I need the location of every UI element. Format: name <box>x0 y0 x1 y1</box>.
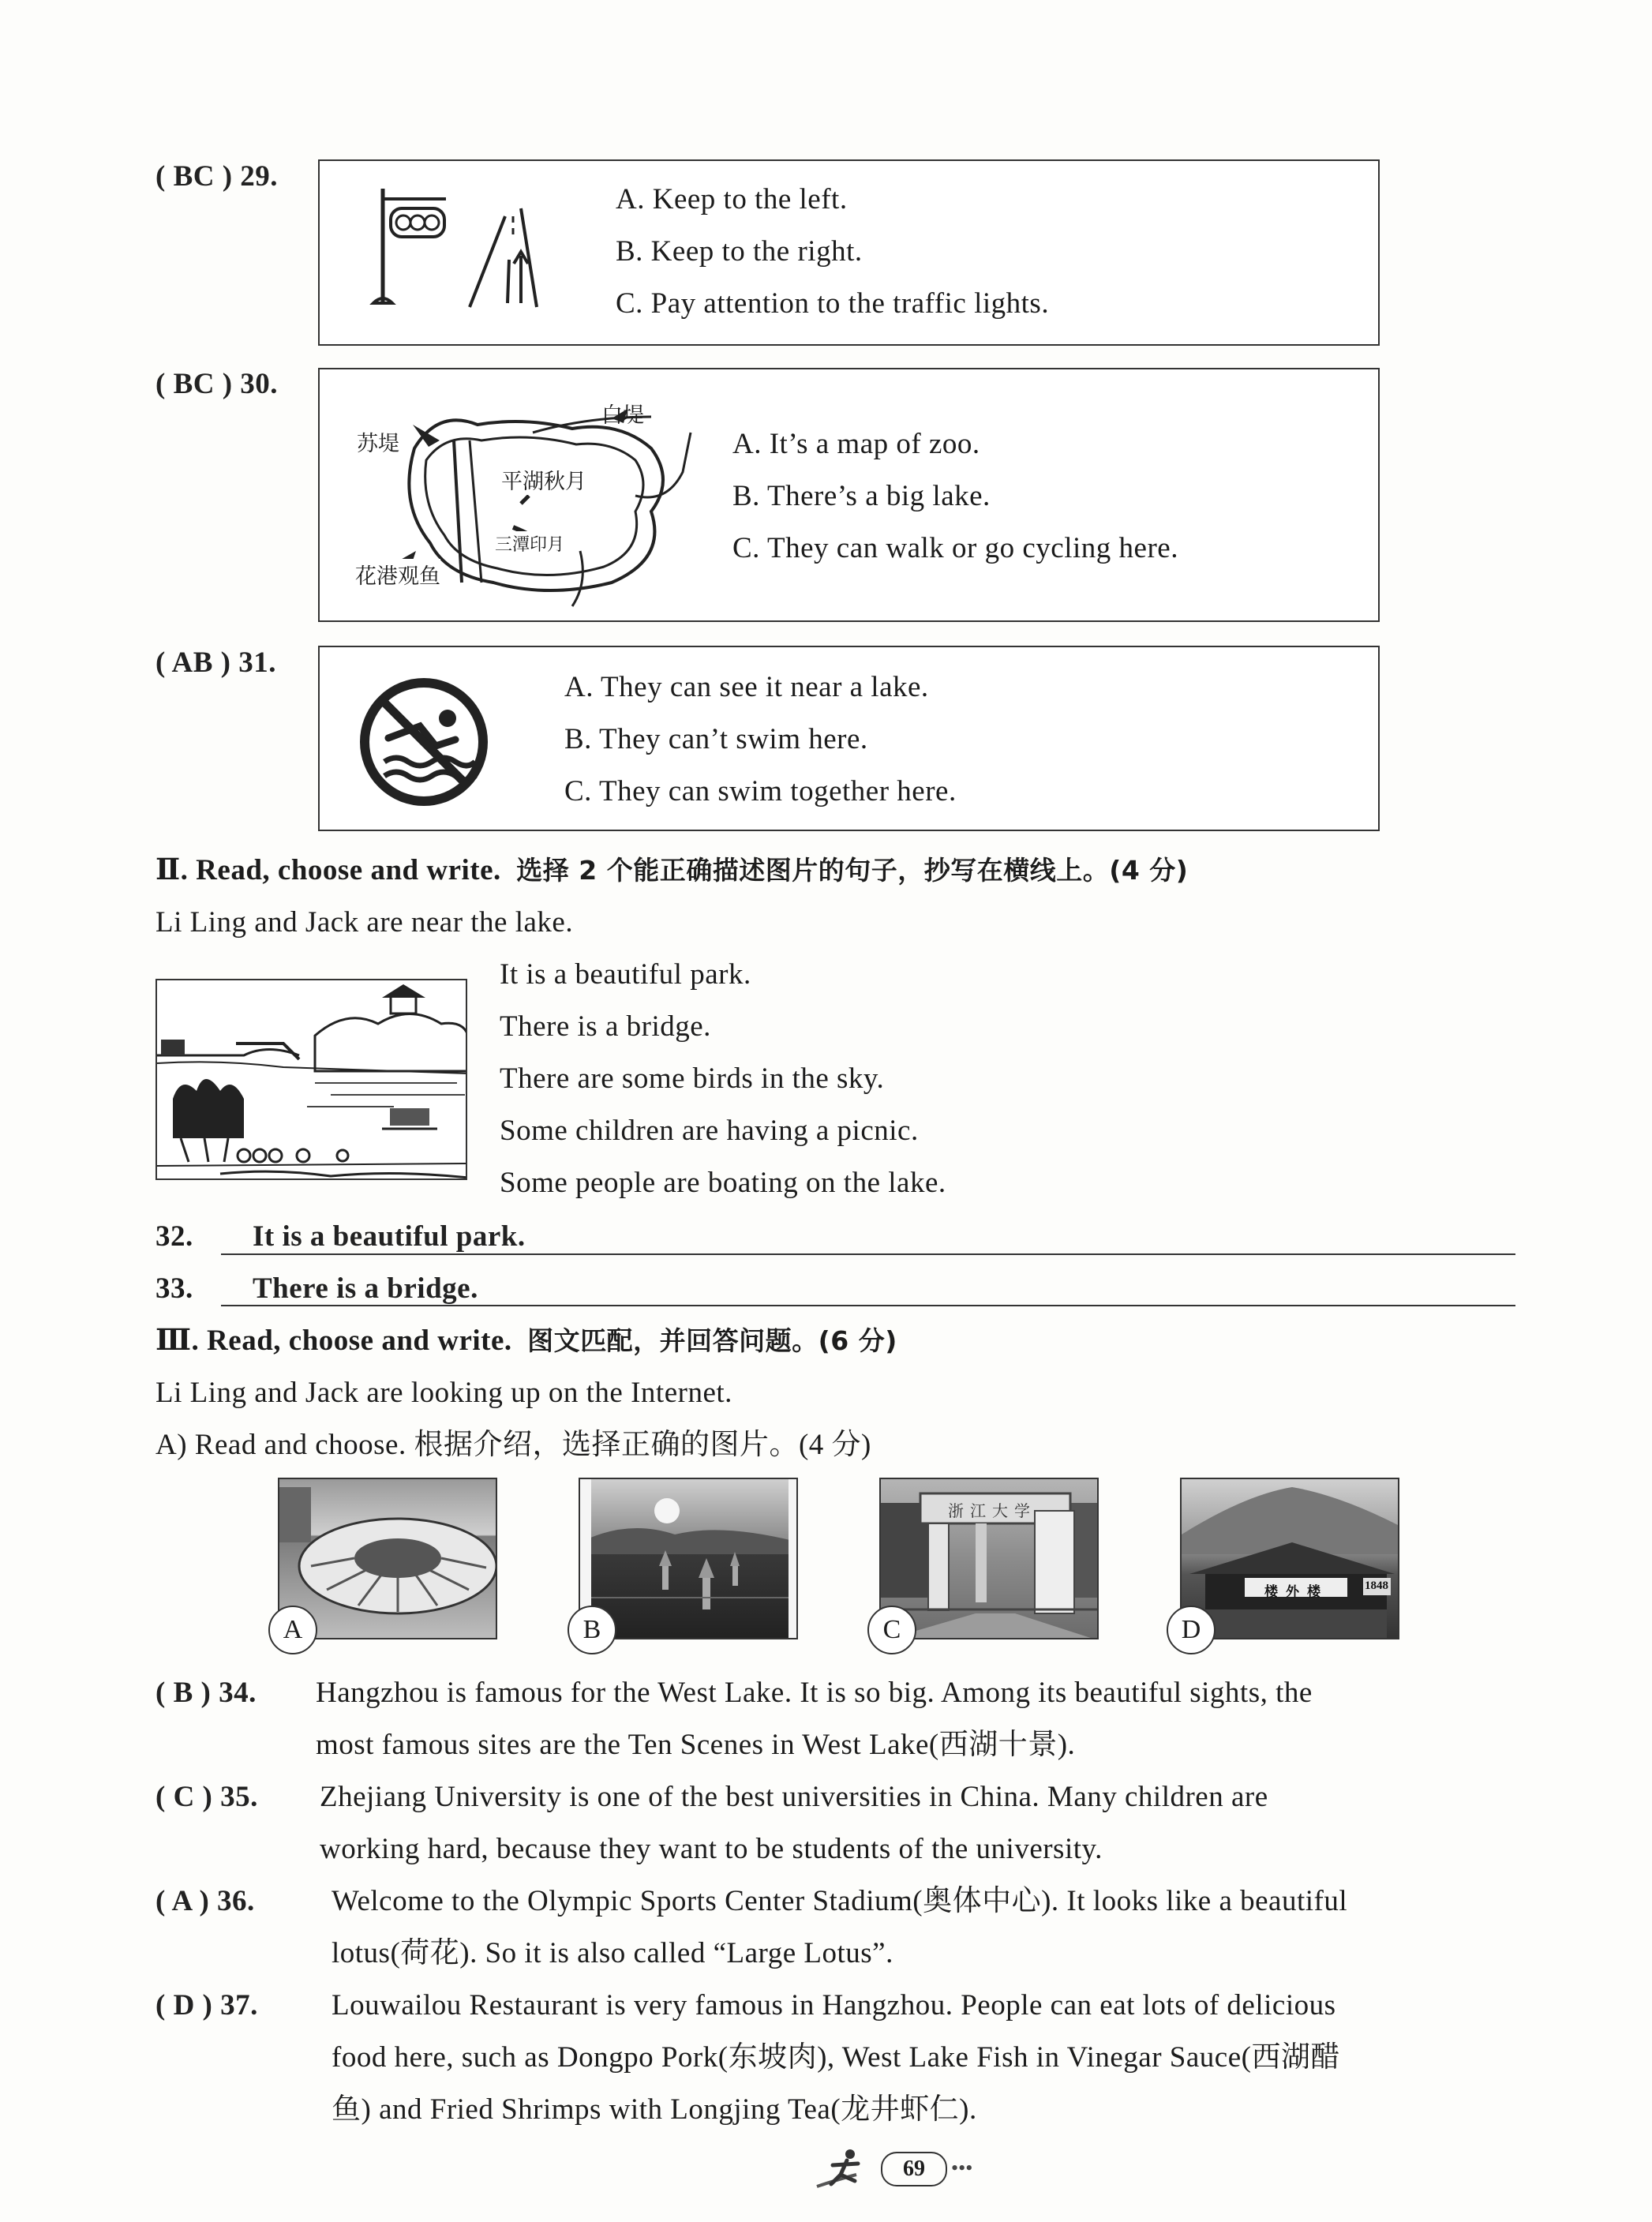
map-label-santan: 三潭印月 <box>495 531 564 556</box>
item-36-line1: Welcome to the Olympic Sports Center Stadium(奥体中心). It looks like a beautiful <box>332 1885 1348 1917</box>
q31-box <box>318 646 1380 831</box>
answer-33-number: 33. <box>155 1272 193 1305</box>
q30-box <box>318 368 1380 622</box>
q29-option-a: A. Keep to the left. <box>616 183 848 215</box>
picture-d-restaurant <box>1180 1478 1399 1639</box>
q29-option-b: B. Keep to the right. <box>616 235 863 268</box>
sentence-option-3: There are some birds in the sky. <box>500 1062 885 1095</box>
q31-option-a: A. They can see it near a lake. <box>564 671 929 703</box>
item-37-line1: Louwailou Restaurant is very famous in Hangzhou. People can eat lots of delicious <box>332 1989 1336 2022</box>
q29-box <box>318 159 1380 346</box>
section2-intro: Li Ling and Jack are near the lake. <box>155 906 574 939</box>
section3-heading-en: Ⅲ. Read, choose and write. <box>155 1325 512 1357</box>
section3-heading-zh: 图文匹配，并回答问题。(6 分) <box>527 1325 897 1356</box>
sentence-option-4: Some children are having a picnic. <box>500 1115 919 1147</box>
map-label-huagang: 花港观鱼 <box>355 559 440 590</box>
q30-option-c: C. They can walk or go cycling here. <box>732 532 1178 564</box>
q30-option-b: B. There’s a big lake. <box>732 480 991 512</box>
answer-33-line <box>221 1305 1515 1306</box>
q30-option-a: A. It’s a map of zoo. <box>732 428 980 460</box>
lake-park-picture <box>155 979 467 1180</box>
q29-answer: ( BC ) 29. <box>155 160 279 193</box>
picture-label-d: D <box>1167 1606 1216 1654</box>
picture-label-b: B <box>568 1606 616 1654</box>
item-36-answer: ( A ) 36. <box>155 1885 255 1917</box>
restaurant-sign-text: 楼外楼 <box>1264 1584 1328 1599</box>
picture-label-c: C <box>867 1606 916 1654</box>
item-35-line1: Zhejiang University is one of the best universities in China. Many children are <box>320 1781 1268 1813</box>
q31-option-b: B. They can’t swim here. <box>564 723 868 755</box>
q31-option-c: C. They can swim together here. <box>564 775 957 807</box>
q31-answer: ( AB ) 31. <box>155 646 276 679</box>
item-37-line3: 鱼) and Fried Shrimps with Longjing Tea(龙井虾仁). <box>332 2093 977 2126</box>
sentence-option-5: Some people are boating on the lake. <box>500 1167 946 1199</box>
item-35-line2: working hard, because they want to be students of the university. <box>320 1833 1103 1865</box>
no-swimming-icon <box>357 675 491 809</box>
gate-sign-text: 浙江大学 <box>948 1503 1036 1520</box>
page-number-dots: ••• <box>951 2156 973 2179</box>
section3-intro: Li Ling and Jack are looking up on the Internet. <box>155 1377 732 1409</box>
answer-32-number: 32. <box>155 1220 193 1253</box>
picture-c-university-gate <box>879 1478 1099 1639</box>
item-37-line2: food here, such as Dongpo Pork(东坡肉), West Lake Fish in Vinegar Sauce(西湖醋 <box>332 2041 1340 2074</box>
item-35-answer: ( C ) 35. <box>155 1781 258 1813</box>
item-34-line2: most famous sites are the Ten Scenes in West Lake(西湖十景). <box>316 1729 1076 1761</box>
section2-heading <box>155 856 1188 885</box>
map-label-pinghu: 平湖秋月 <box>501 464 586 495</box>
traffic-sign-illustration <box>351 185 549 319</box>
q30-answer: ( BC ) 30. <box>155 368 279 400</box>
q29-option-c: C. Pay attention to the traffic lights. <box>616 287 1050 320</box>
answer-33-text[interactable]: There is a bridge. <box>253 1272 478 1305</box>
answer-32-line <box>221 1253 1515 1255</box>
map-label-sudi: 苏堤 <box>357 432 399 455</box>
section2-heading-zh: 选择 2 个能正确描述图片的句子，抄写在横线上。(4 分) <box>516 855 1189 886</box>
item-36-line2: lotus(荷花). So it is also called “Large Lotus”. <box>332 1937 893 1969</box>
sentence-option-2: There is a bridge. <box>500 1010 711 1043</box>
item-37-answer: ( D ) 37. <box>155 1989 258 2022</box>
section2-heading-en: Ⅱ. Read, choose and write. <box>155 854 501 886</box>
map-label-baidi: 白堤 <box>601 403 644 427</box>
picture-label-a: A <box>268 1606 317 1654</box>
section3-sub-a: A) Read and choose. 根据介绍，选择正确的图片。(4 分) <box>155 1429 871 1461</box>
section3-heading <box>155 1326 897 1355</box>
item-34-line1: Hangzhou is famous for the West Lake. It is so big. Among its beautiful sights, the <box>316 1677 1313 1709</box>
runner-logo-icon <box>809 2143 880 2198</box>
sentence-option-1: It is a beautiful park. <box>500 958 751 991</box>
page-number: 69 <box>881 2152 947 2186</box>
restaurant-year-text: 1848 <box>1365 1579 1388 1592</box>
answer-32-text[interactable]: It is a beautiful park. <box>253 1220 526 1253</box>
item-34-answer: ( B ) 34. <box>155 1677 257 1709</box>
